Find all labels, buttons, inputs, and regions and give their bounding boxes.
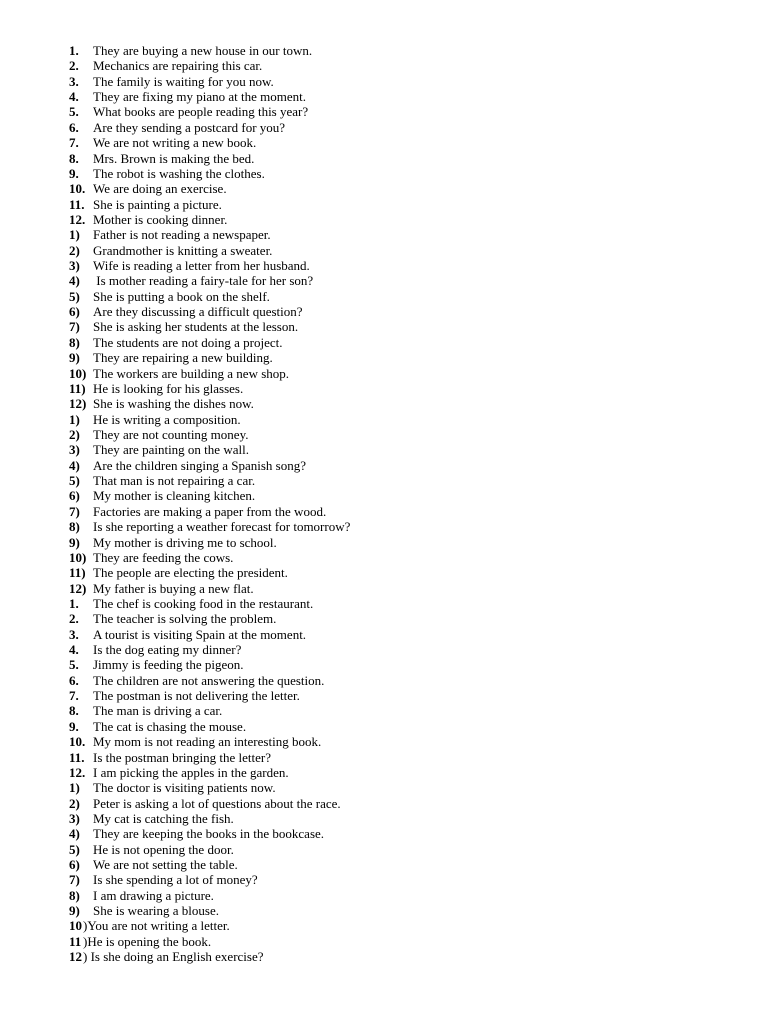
list-item — [69, 949, 729, 964]
item-text: My mom is not reading an interesting book. — [93, 734, 322, 750]
list-item — [69, 872, 729, 887]
item-text: They are painting on the wall. — [93, 442, 249, 458]
item-text: I am picking the apples in the garden. — [93, 764, 289, 780]
list-item — [69, 135, 729, 150]
list-item — [69, 319, 729, 334]
item-number: 5. — [69, 104, 79, 120]
list-item — [69, 181, 729, 196]
item-text: Grandmother is knitting a sweater. — [93, 242, 273, 258]
list-item — [69, 227, 729, 242]
item-number: 9) — [69, 534, 80, 550]
list-item — [69, 519, 729, 534]
item-number: 3. — [69, 73, 79, 89]
item-number: 10. — [69, 734, 86, 750]
item-number: 12 — [69, 949, 82, 965]
list-item — [69, 842, 729, 857]
item-number: 9. — [69, 165, 79, 181]
item-number: 8. — [69, 150, 79, 166]
item-text: Is the postman bringing the letter? — [93, 749, 271, 765]
item-text: Is she spending a lot of money? — [93, 872, 258, 888]
item-text: They are feeding the cows. — [93, 549, 234, 565]
list-item — [69, 427, 729, 442]
list-item — [69, 535, 729, 550]
list-item — [69, 565, 729, 580]
list-item — [69, 166, 729, 181]
list-item — [69, 151, 729, 166]
list-item — [69, 304, 729, 319]
item-number: 8) — [69, 887, 80, 903]
item-text: That man is not repairing a car. — [93, 473, 256, 489]
item-number: 11) — [69, 565, 86, 581]
item-number: 10) — [69, 365, 87, 381]
list-item — [69, 750, 729, 765]
item-number: 11. — [69, 749, 85, 765]
item-text: The cat is chasing the mouse. — [93, 718, 247, 734]
item-number: 9) — [69, 903, 80, 919]
list-item — [69, 611, 729, 626]
item-number: 4) — [69, 457, 80, 473]
item-text: We are doing an exercise. — [93, 181, 227, 197]
item-text: We are not writing a new book. — [93, 135, 257, 151]
list-item — [69, 396, 729, 411]
item-text: The students are not doing a project. — [93, 334, 283, 350]
item-text: Factories are making a paper from the wood. — [93, 503, 327, 519]
item-number: 11 — [69, 933, 82, 949]
item-number: 6) — [69, 304, 80, 320]
list-item — [69, 888, 729, 903]
list-item — [69, 780, 729, 795]
item-text: Are they discussing a difficult question? — [93, 304, 303, 320]
item-number: 10 — [69, 918, 82, 934]
item-number: 3) — [69, 442, 80, 458]
item-text: Is she reporting a weather forecast for tomorrow? — [93, 519, 351, 535]
item-number: 1) — [69, 411, 80, 427]
item-number: 6. — [69, 119, 79, 135]
list-item — [69, 381, 729, 396]
list-item — [69, 918, 729, 933]
item-number: 2. — [69, 611, 79, 627]
item-number: 6. — [69, 672, 79, 688]
item-number: 1. — [69, 43, 79, 58]
item-number: 4) — [69, 273, 80, 289]
item-text-content: He is opening the book. — [87, 933, 212, 949]
item-number: 10) — [69, 549, 87, 565]
item-number: 7) — [69, 503, 80, 519]
item-number: 2) — [69, 426, 80, 442]
item-number: 11) — [69, 380, 86, 396]
item-text: She is asking her students at the lesson. — [93, 319, 299, 335]
item-text: Wife is reading a letter from her husband. — [93, 258, 310, 274]
item-text: The children are not answering the question. — [93, 672, 325, 688]
list-item — [69, 627, 729, 642]
item-text: Father is not reading a newspaper. — [93, 227, 271, 243]
item-text: He is looking for his glasses. — [93, 380, 244, 396]
item-number: 3) — [69, 258, 80, 274]
item-text: The people are electing the president. — [93, 565, 288, 581]
list-item — [69, 335, 729, 350]
item-text: They are not counting money. — [93, 426, 249, 442]
item-number: 9. — [69, 718, 79, 734]
item-parenthesis: ) — [83, 933, 88, 949]
list-item — [69, 458, 729, 473]
list-item — [69, 734, 729, 749]
list-item — [69, 657, 729, 672]
item-text: We are not setting the table. — [93, 857, 238, 873]
item-number: 5. — [69, 657, 79, 673]
sentence-list — [69, 43, 729, 965]
list-item — [69, 673, 729, 688]
list-item — [69, 104, 729, 119]
item-text: A tourist is visiting Spain at the moment. — [93, 626, 307, 642]
item-text: Are they sending a postcard for you? — [93, 119, 286, 135]
item-text: The postman is not delivering the letter. — [93, 688, 300, 704]
item-text: My cat is catching the fish. — [93, 810, 234, 826]
list-item — [69, 642, 729, 657]
list-item — [69, 89, 729, 104]
item-number: 1. — [69, 595, 79, 611]
item-number: 7) — [69, 319, 80, 335]
item-number: 5) — [69, 473, 80, 489]
item-number: 2. — [69, 58, 79, 74]
item-number: 2) — [69, 242, 80, 258]
list-item — [69, 243, 729, 258]
list-item — [69, 934, 729, 949]
list-item — [69, 197, 729, 212]
list-item — [69, 43, 729, 58]
list-item — [69, 212, 729, 227]
item-number: 3) — [69, 810, 80, 826]
item-parenthesis: ) — [83, 918, 88, 934]
item-text — [83, 934, 211, 949]
list-item — [69, 258, 729, 273]
item-text-content: You are not writing a letter. — [87, 918, 230, 934]
list-item — [69, 289, 729, 304]
list-item — [69, 765, 729, 780]
item-number: 8. — [69, 703, 79, 719]
item-text: They are repairing a new building. — [93, 350, 273, 366]
item-number: 2) — [69, 795, 80, 811]
item-text: She is washing the dishes now. — [93, 396, 254, 412]
item-text: The chef is cooking food in the restaurant. — [93, 595, 314, 611]
list-item — [69, 811, 729, 826]
item-number: 7. — [69, 688, 79, 704]
list-item — [69, 366, 729, 381]
list-item — [69, 350, 729, 365]
list-item — [69, 412, 729, 427]
item-text: I am drawing a picture. — [93, 887, 214, 903]
list-item — [69, 442, 729, 457]
item-text: The teacher is solving the problem. — [93, 611, 277, 627]
item-text — [83, 918, 230, 933]
item-text: She is painting a picture. — [93, 196, 222, 212]
item-text: Jimmy is feeding the pigeon. — [93, 657, 244, 673]
item-text: The robot is washing the clothes. — [93, 165, 265, 181]
item-number: 9) — [69, 350, 80, 366]
list-item — [69, 273, 729, 288]
item-number: 11. — [69, 196, 85, 212]
item-number: 6) — [69, 488, 80, 504]
item-number: 4. — [69, 89, 79, 105]
item-parenthesis: ) — [83, 949, 88, 965]
list-item — [69, 703, 729, 718]
item-text: They are fixing my piano at the moment. — [93, 89, 306, 105]
item-number: 12) — [69, 580, 87, 596]
list-item — [69, 74, 729, 89]
item-number: 10. — [69, 181, 86, 197]
item-number: 12) — [69, 396, 87, 412]
list-item — [69, 473, 729, 488]
item-number: 7. — [69, 135, 79, 151]
item-number: 4. — [69, 642, 79, 658]
item-number: 8) — [69, 334, 80, 350]
item-text — [83, 949, 264, 964]
item-number: 12. — [69, 764, 86, 780]
list-item — [69, 58, 729, 73]
item-text: They are buying a new house in our town. — [93, 43, 313, 58]
list-item — [69, 796, 729, 811]
item-text: The doctor is visiting patients now. — [93, 780, 276, 796]
item-text: Is mother reading a fairy-tale for her son? — [93, 273, 314, 289]
item-number: 5) — [69, 288, 80, 304]
item-text: Peter is asking a lot of questions about the race. — [93, 795, 341, 811]
item-text: My mother is cleaning kitchen. — [93, 488, 256, 504]
item-text: The family is waiting for you now. — [93, 73, 274, 89]
item-text: The workers are building a new shop. — [93, 365, 290, 381]
item-text: They are keeping the books in the bookcase. — [93, 826, 325, 842]
item-number: 5) — [69, 841, 80, 857]
item-text: My mother is driving me to school. — [93, 534, 277, 550]
list-item — [69, 857, 729, 872]
item-text: He is writing a composition. — [93, 411, 241, 427]
item-text: Mechanics are repairing this car. — [93, 58, 263, 74]
item-text: What books are people reading this year? — [93, 104, 309, 120]
item-number: 7) — [69, 872, 80, 888]
item-text: Mrs. Brown is making the bed. — [93, 150, 255, 166]
list-item — [69, 903, 729, 918]
item-number: 4) — [69, 826, 80, 842]
list-item — [69, 504, 729, 519]
item-text: The man is driving a car. — [93, 703, 223, 719]
item-text: My father is buying a new flat. — [93, 580, 254, 596]
item-text: Are the children singing a Spanish song? — [93, 457, 307, 473]
item-number: 1) — [69, 780, 80, 796]
list-item — [69, 581, 729, 596]
item-number: 1) — [69, 227, 80, 243]
item-number: 3. — [69, 626, 79, 642]
list-item — [69, 550, 729, 565]
list-item — [69, 826, 729, 841]
item-text-content: Is she doing an English exercise? — [87, 949, 264, 965]
item-text: She is putting a book on the shelf. — [93, 288, 270, 304]
list-item — [69, 120, 729, 135]
list-item — [69, 488, 729, 503]
item-text: Mother is cooking dinner. — [93, 211, 228, 227]
item-text: She is wearing a blouse. — [93, 903, 220, 919]
item-number: 8) — [69, 519, 80, 535]
item-text: Is the dog eating my dinner? — [93, 642, 242, 658]
list-item — [69, 719, 729, 734]
item-number: 6) — [69, 857, 80, 873]
item-text: He is not opening the door. — [93, 841, 234, 857]
list-item — [69, 596, 729, 611]
item-number: 12. — [69, 211, 86, 227]
list-item — [69, 688, 729, 703]
